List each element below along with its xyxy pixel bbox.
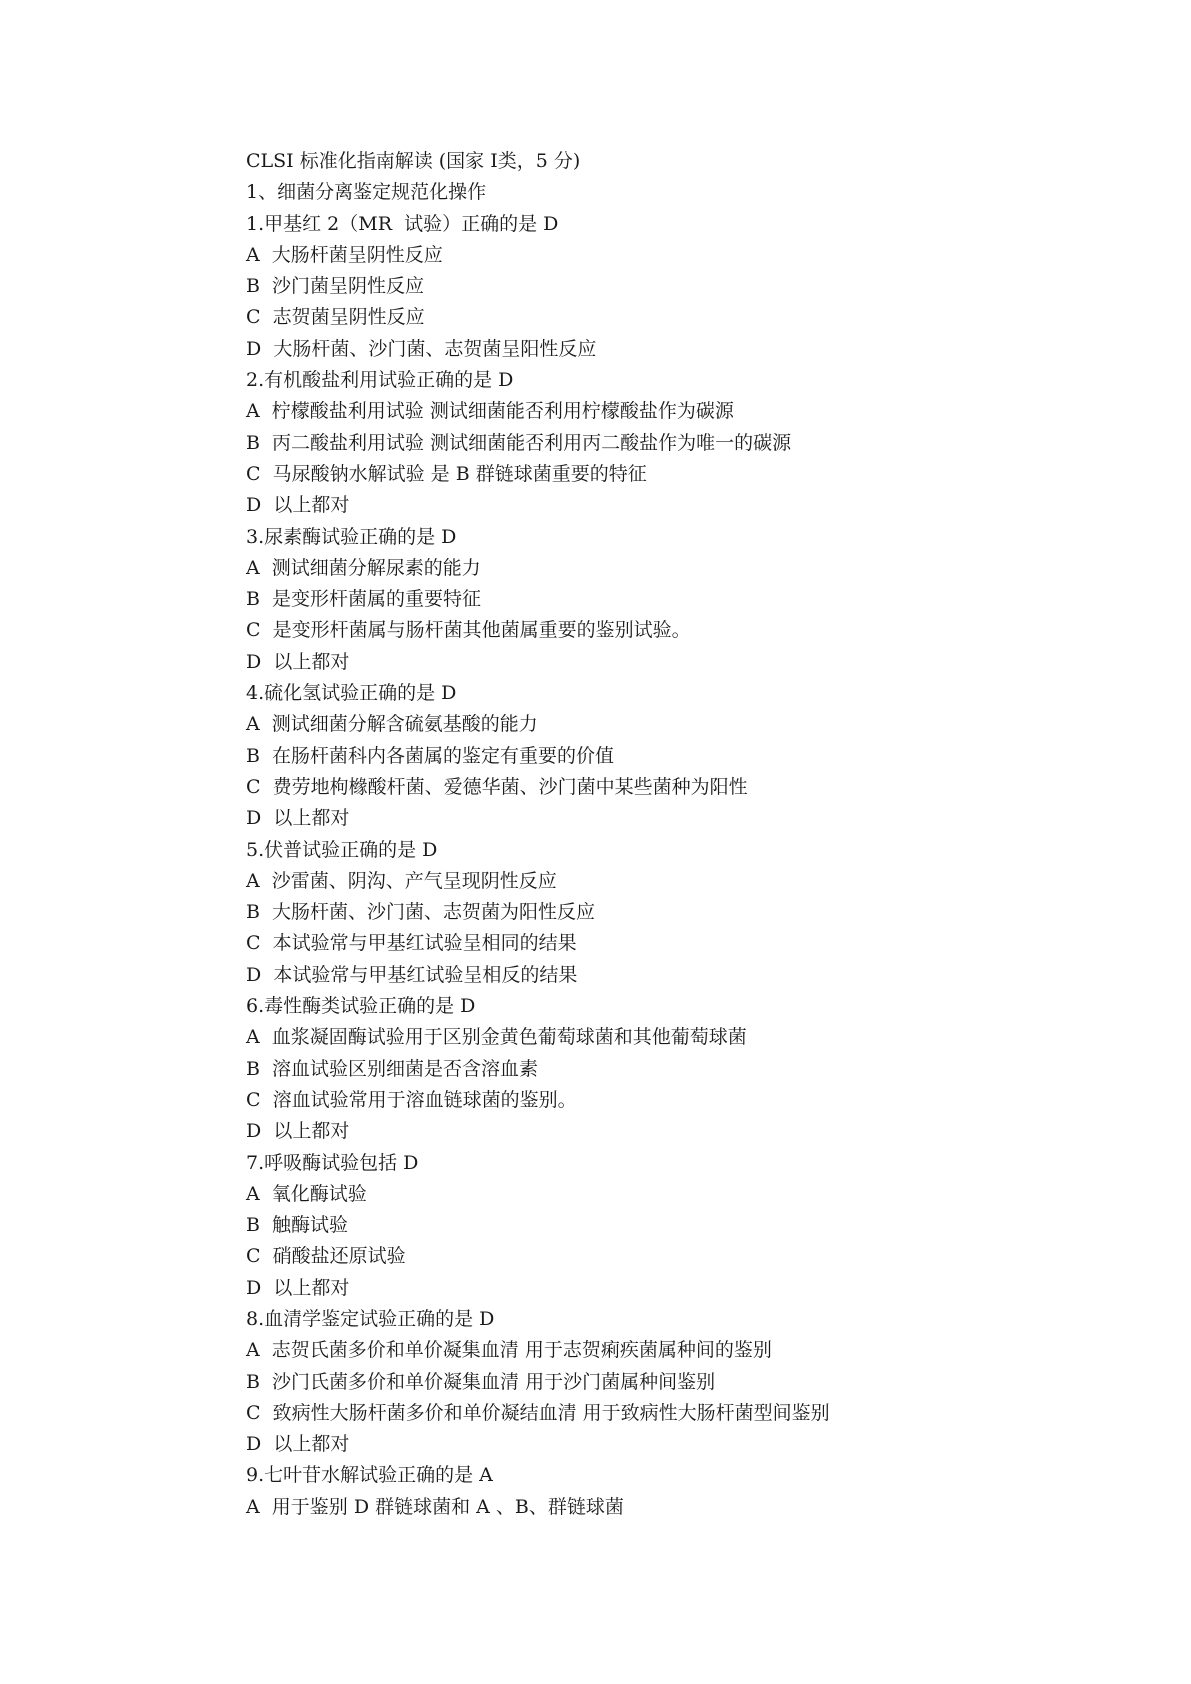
question-7-option-b: B 触酶试验	[246, 1214, 349, 1237]
question-2-option-d: D 以上都对	[246, 494, 350, 517]
question-5-option-d: D 本试验常与甲基红试验呈相反的结果	[246, 963, 578, 986]
question-6-option-d: D 以上都对	[246, 1120, 350, 1143]
question-7-option-d: D 以上都对	[246, 1276, 350, 1299]
question-9-option-a: A 用于鉴别 D 群链球菌和 A 、B、群链球菌	[246, 1495, 624, 1518]
question-4-option-c: C 费劳地枸橼酸杆菌、爱德华菌、沙门菌中某些菌种为阳性	[246, 775, 748, 798]
question-4-option-d: D 以上都对	[246, 807, 350, 830]
question-8-option-a: A 志贺氏菌多价和单价凝集血清 用于志贺痢疾菌属种间的鉴别	[246, 1339, 772, 1362]
question-6-option-b: B 溶血试验区别细菌是否含溶血素	[246, 1057, 539, 1080]
question-7: 7.呼吸酶试验包括 D	[246, 1151, 419, 1174]
question-1: 1.甲基红 2（MR 试验）正确的是 D	[246, 212, 559, 235]
question-7-option-a: A 氧化酶试验	[246, 1182, 367, 1205]
question-8-option-c: C 致病性大肠杆菌多价和单价凝结血清 用于致病性大肠杆菌型间鉴别	[246, 1401, 830, 1424]
question-6-option-c: C 溶血试验常用于溶血链球菌的鉴别。	[246, 1088, 577, 1111]
question-9: 9.七叶苷水解试验正确的是 A	[246, 1464, 493, 1487]
question-1-option-c: C 志贺菌呈阴性反应	[246, 306, 425, 329]
question-1-option-d: D 大肠杆菌、沙门菌、志贺菌呈阳性反应	[246, 337, 597, 360]
question-6: 6.毒性酶类试验正确的是 D	[246, 995, 476, 1018]
question-5: 5.伏普试验正确的是 D	[246, 838, 438, 861]
question-4: 4.硫化氢试验正确的是 D	[246, 682, 457, 705]
question-5-option-b: B 大肠杆菌、沙门菌、志贺菌为阳性反应	[246, 901, 596, 924]
question-4-option-a: A 测试细菌分解含硫氨基酸的能力	[246, 713, 538, 736]
question-3-option-b: B 是变形杆菌属的重要特征	[246, 588, 482, 611]
question-1-option-a: A 大肠杆菌呈阴性反应	[246, 243, 443, 266]
question-3-option-c: C 是变形杆菌属与肠杆菌其他菌属重要的鉴别试验。	[246, 619, 691, 642]
question-8: 8.血清学鉴定试验正确的是 D	[246, 1307, 495, 1330]
section-heading: 1、细菌分离鉴定规范化操作	[246, 181, 487, 204]
question-5-option-a: A 沙雷菌、阴沟、产气呈现阴性反应	[246, 869, 557, 892]
document-page	[246, 146, 1146, 1523]
question-3: 3.尿素酶试验正确的是 D	[246, 525, 457, 548]
question-3-option-d: D 以上都对	[246, 650, 350, 673]
question-8-option-d: D 以上都对	[246, 1433, 350, 1456]
question-2-option-b: B 丙二酸盐利用试验 测试细菌能否利用丙二酸盐作为唯一的碳源	[246, 431, 792, 454]
document-title: CLSI 标准化指南解读 (国家 I类，5 分)	[246, 150, 581, 172]
question-6-option-a: A 血浆凝固酶试验用于区别金黄色葡萄球菌和其他葡萄球菌	[246, 1026, 747, 1049]
question-8-option-b: B 沙门氏菌多价和单价凝集血清 用于沙门菌属种间鉴别	[246, 1370, 716, 1393]
question-7-option-c: C 硝酸盐还原试验	[246, 1245, 406, 1268]
question-4-option-b: B 在肠杆菌科内各菌属的鉴定有重要的价值	[246, 744, 615, 767]
question-1-option-b: B 沙门菌呈阴性反应	[246, 275, 425, 298]
question-2-option-a: A 柠檬酸盐利用试验 测试细菌能否利用柠檬酸盐作为碳源	[246, 400, 734, 423]
question-3-option-a: A 测试细菌分解尿素的能力	[246, 556, 481, 579]
question-2: 2.有机酸盐利用试验正确的是 D	[246, 369, 514, 392]
question-5-option-c: C 本试验常与甲基红试验呈相同的结果	[246, 932, 577, 955]
question-2-option-c: C 马尿酸钠水解试验 是 B 群链球菌重要的特征	[246, 462, 647, 485]
